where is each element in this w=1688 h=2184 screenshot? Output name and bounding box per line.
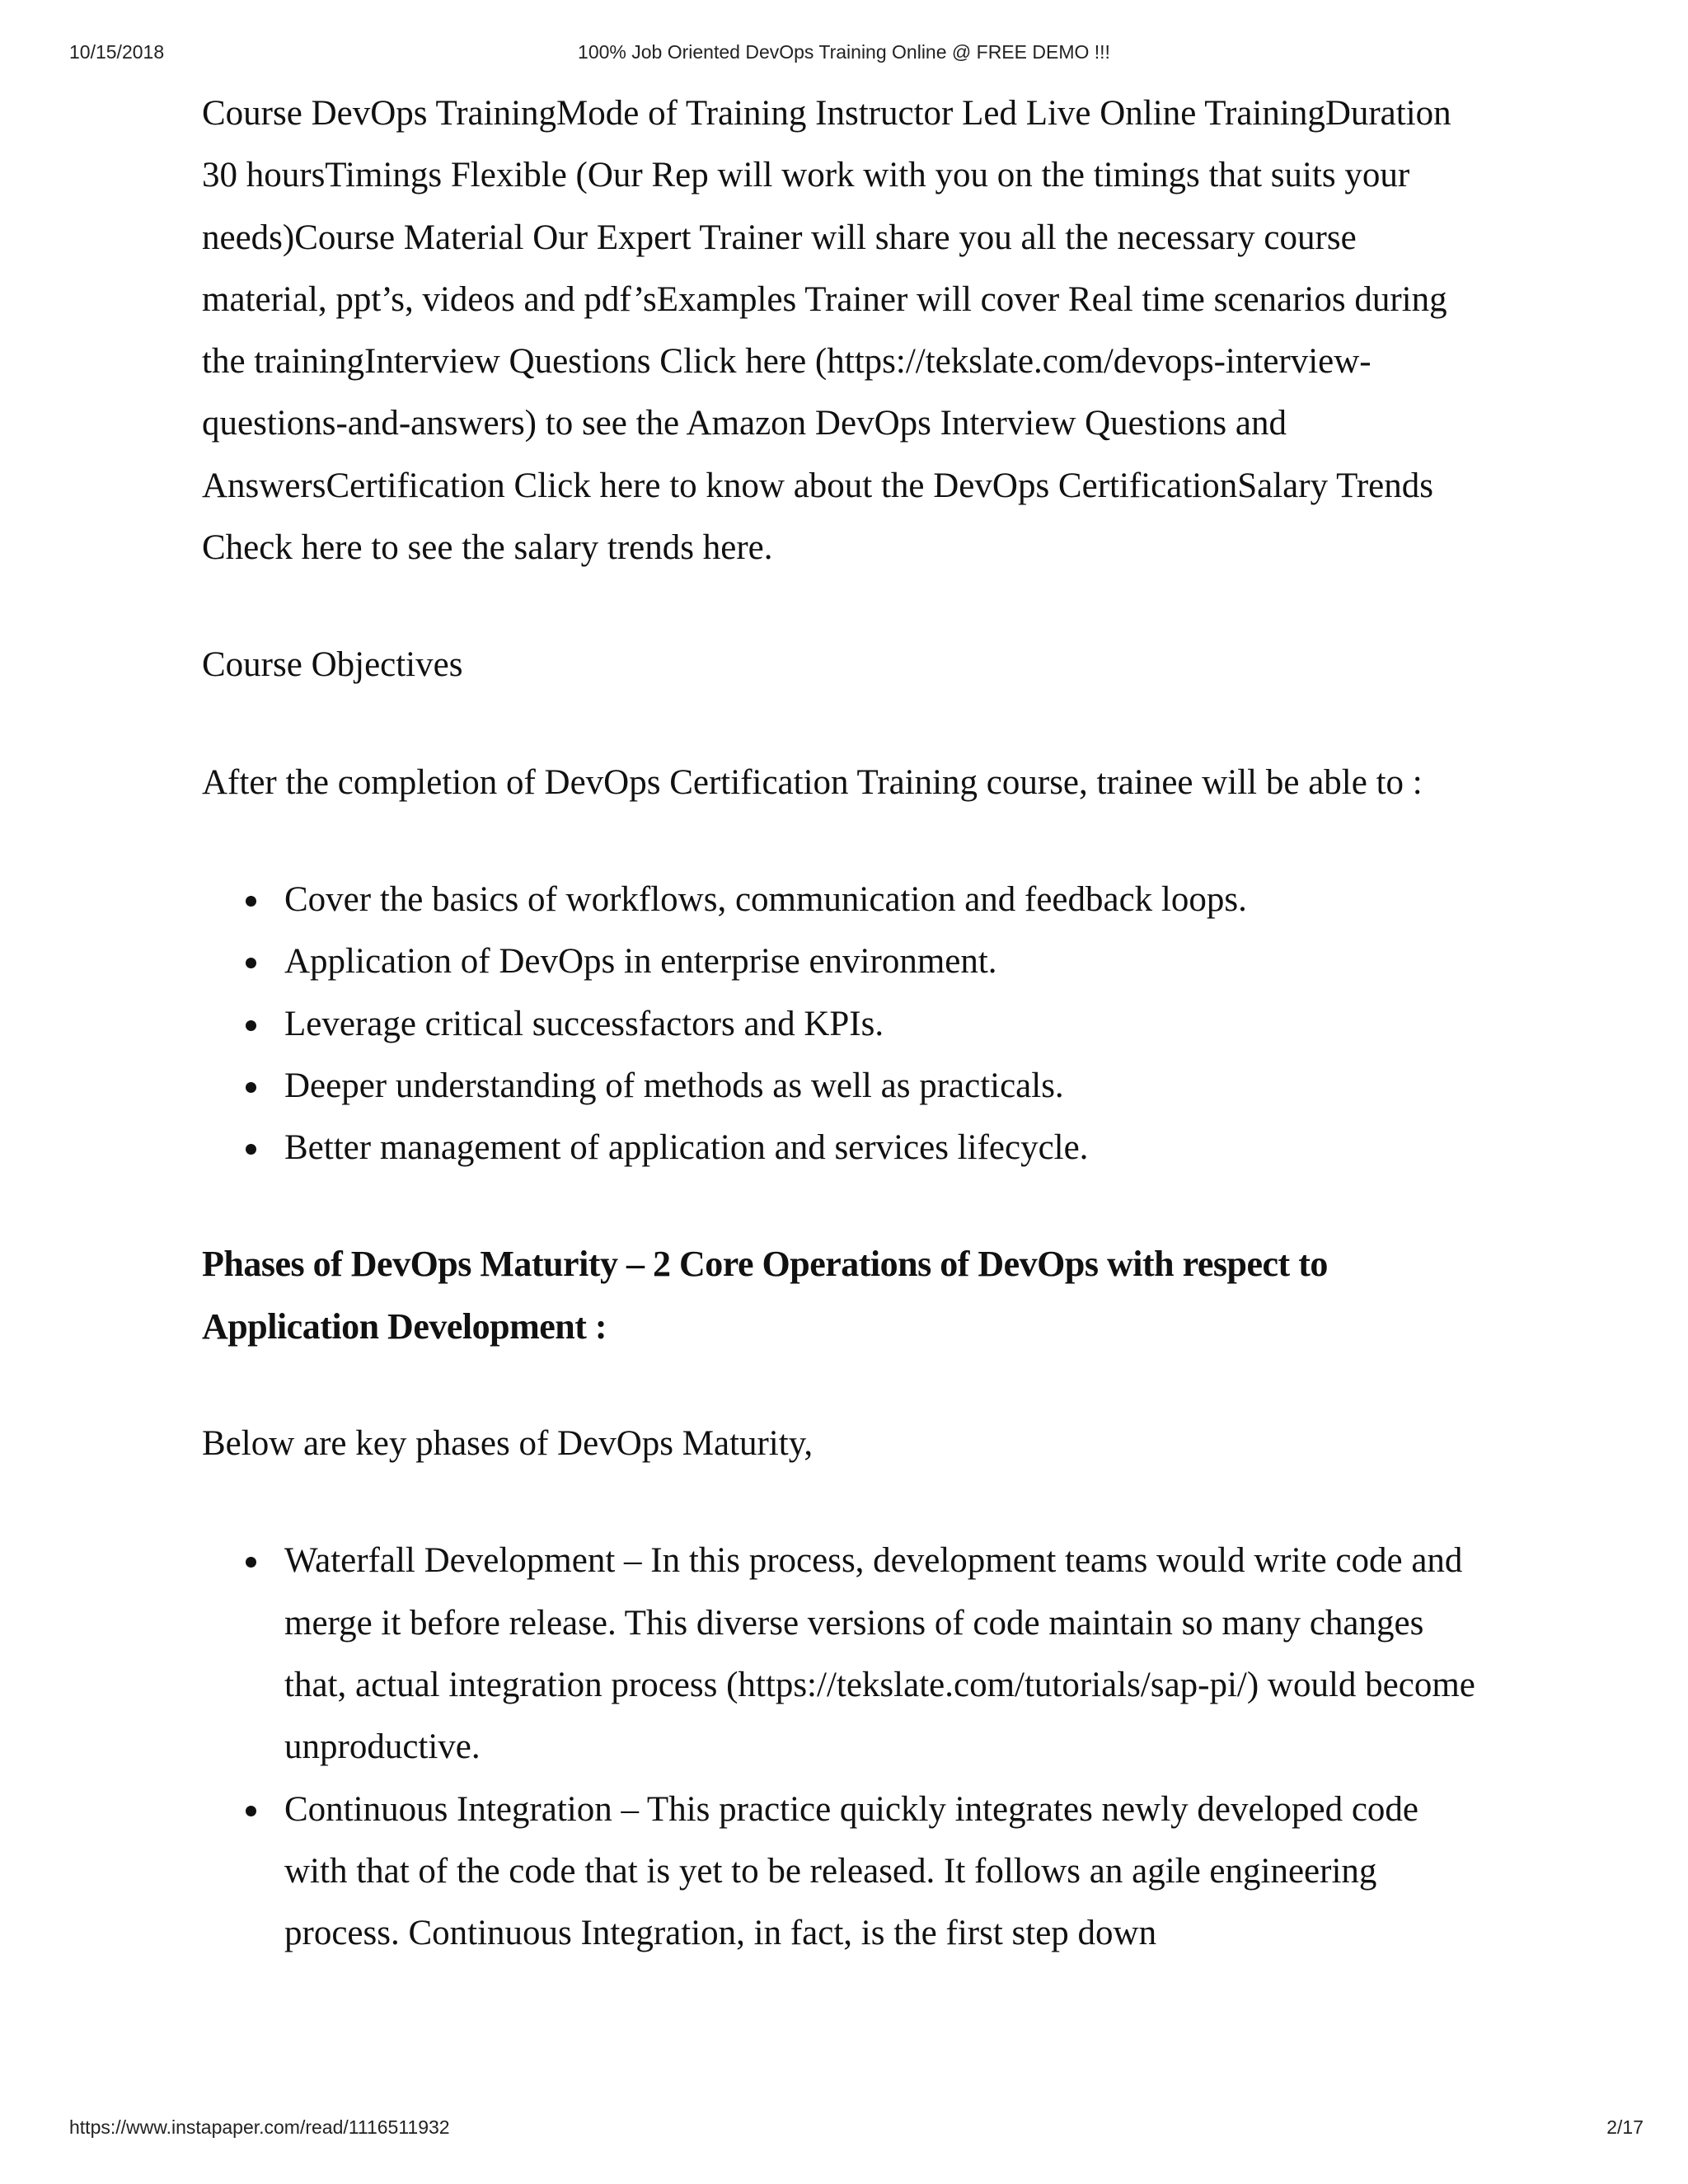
list-item-text: Better management of application and services lifecycle. [284, 1128, 1089, 1168]
print-url: https://www.instapaper.com/read/1116511932 [69, 2116, 450, 2138]
print-header [0, 41, 1688, 66]
article-body [202, 82, 1488, 2018]
bullet-icon [246, 896, 256, 907]
list-item-text: Cover the basics of workflows, communication and feedback loops. [284, 879, 1247, 919]
list-item-text: Continuous Integration – This practice quickly integrates newly developed code with that of the code that is yet to be released. It follows an agile engineering process. Continuous Integration, in fact, is the first step down [284, 1789, 1419, 1953]
list-item [284, 869, 1488, 930]
list-item-text: Leverage critical successfactors and KPIs. [284, 1004, 884, 1043]
bullet-icon [246, 1806, 256, 1816]
list-item-text: Application of DevOps in enterprise environment. [284, 942, 997, 982]
print-page-title: 100% Job Oriented DevOps Training Online @ FREE DEMO !!! [578, 41, 1110, 63]
objectives-intro: After the completion of DevOps Certification Training course, trainee will be able to : [202, 762, 1423, 802]
bullet-icon [246, 1082, 256, 1093]
list-item [284, 1779, 1488, 1965]
bullet-icon [246, 958, 256, 968]
phases-intro: Below are key phases of DevOps Maturity, [202, 1424, 814, 1464]
list-item [284, 1530, 1488, 1778]
list-item-text: Waterfall Development – In this process, development teams would write code and merge it before release. This diverse versions of code maintain so many changes that, actual integration process (https://tekslate.com/tutorials/sap-pi/) would become unproductive. [284, 1541, 1475, 1767]
list-item [284, 930, 1488, 992]
course-details-paragraph: Course DevOps TrainingMode of Training Instructor Led Live Online TrainingDuration 30 hoursTimings Flexible (Our Rep will work with you on the timings that suits your needs)Course Material Our Expert Trainer will share you all the necessary course material, ppt’s, videos and pdf’sExamples Trainer will cover Real time scenarios during the trainingInterview Questions Click here (https://tekslate.com/devops-interview-questions-and-answers) to see the Amazon DevOps Interview Questions and AnswersCertification Click here to know about the DevOps CertificationSalary Trends Check here to see the salary trends here. [202, 94, 1451, 568]
print-date: 10/15/2018 [69, 41, 165, 63]
objectives-list [202, 869, 1488, 1179]
objectives-heading: Course Objectives [202, 645, 463, 685]
list-item [284, 993, 1488, 1055]
phases-list [202, 1530, 1488, 1964]
list-item [284, 1055, 1488, 1117]
list-item-text: Deeper understanding of methods as well as practicals. [284, 1066, 1064, 1105]
list-item [284, 1117, 1488, 1179]
print-footer [0, 2116, 1688, 2141]
print-page-number: 2/17 [1606, 2116, 1643, 2138]
bullet-icon [246, 1557, 256, 1568]
bullet-icon [246, 1144, 256, 1155]
phases-heading: Phases of DevOps Maturity – 2 Core Operations of DevOps with respect to Application Development : [202, 1244, 1328, 1347]
bullet-icon [246, 1020, 256, 1031]
